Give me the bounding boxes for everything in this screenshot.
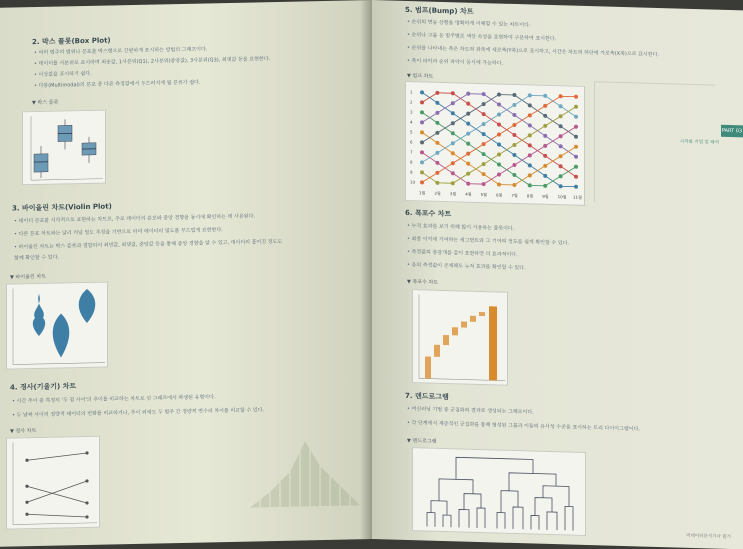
bump-point bbox=[420, 130, 424, 134]
bump-point bbox=[435, 181, 439, 185]
bump-point bbox=[435, 121, 439, 125]
bump-point bbox=[528, 113, 532, 117]
bump-x-tick: 11월 bbox=[573, 194, 582, 200]
waterfall-bar-4 bbox=[452, 327, 458, 335]
bump-point bbox=[435, 161, 439, 165]
box-plot-bullet-2: • 데이터를 사분위로 표시하며 최솟값, 1사분위(Q1), 2사분위(중앙값), 3사분위(Q3), 최댓값 등을 표현한다. bbox=[34, 55, 270, 67]
waterfall-bar-5 bbox=[461, 321, 467, 327]
bump-bullet-1: • 순위의 변동 상황을 명확하게 이해할 수 있는 차트이다. bbox=[407, 18, 531, 28]
bump-point bbox=[543, 154, 547, 158]
waterfall-bullet-4: • 음의 측정값이 존재해도 누적 효과를 확인할 수 있다. bbox=[407, 261, 526, 271]
bump-y-tick: 6 bbox=[410, 140, 413, 145]
slope-figure bbox=[6, 436, 100, 530]
bump-point bbox=[528, 153, 532, 157]
bump-point bbox=[574, 165, 578, 169]
bump-point bbox=[528, 173, 532, 177]
bump-point bbox=[435, 171, 439, 175]
bump-point bbox=[451, 111, 455, 115]
violin-figure bbox=[6, 282, 108, 370]
section-title-dendrogram: 7. 덴드로그램 bbox=[405, 391, 449, 402]
bump-figure bbox=[405, 81, 585, 206]
box-plot-caption: ▼ 박스 플롯 bbox=[32, 99, 58, 107]
bump-point bbox=[559, 164, 563, 168]
bump-point bbox=[543, 174, 547, 178]
bump-point bbox=[497, 172, 501, 176]
bump-point bbox=[512, 153, 516, 157]
bump-point bbox=[559, 114, 563, 118]
box-1 bbox=[34, 154, 48, 172]
bump-y-tick: 5 bbox=[410, 130, 413, 135]
bump-caption: ▼ 범프 차트 bbox=[407, 72, 433, 80]
bump-x-tick: 5월 bbox=[481, 191, 488, 197]
bump-point bbox=[512, 183, 516, 187]
bump-point bbox=[497, 152, 501, 156]
slope-line-4 bbox=[27, 513, 87, 518]
running-footer: 빅데이터분석기사 필기 bbox=[686, 533, 731, 540]
bump-point bbox=[512, 173, 516, 177]
side-note: 시각화 기법 및 해석 bbox=[680, 139, 719, 146]
bump-point bbox=[435, 91, 439, 95]
bump-point bbox=[466, 102, 470, 106]
waterfall-graphic bbox=[413, 290, 507, 385]
bump-point bbox=[512, 133, 516, 137]
bump-x-tick: 1월 bbox=[419, 189, 426, 195]
bump-point bbox=[435, 101, 439, 105]
bump-y-tick: 7 bbox=[410, 150, 413, 155]
bump-point bbox=[451, 91, 455, 95]
bump-point bbox=[420, 160, 424, 164]
bump-point bbox=[466, 172, 470, 176]
bump-point bbox=[451, 141, 455, 145]
bump-point bbox=[559, 154, 563, 158]
bump-point bbox=[466, 122, 470, 126]
violin-bullet-1: • 데이터 분포를 시각적으로 표현하는 차트로, 주로 데이터의 분포와 중앙 경향을 동시에 확인하는 데 사용된다. bbox=[14, 212, 255, 224]
violin-graphic bbox=[7, 283, 107, 369]
bump-point bbox=[574, 95, 578, 99]
bump-x-tick: 6월 bbox=[496, 191, 503, 197]
bump-x-tick: 7월 bbox=[511, 192, 518, 198]
bump-point bbox=[543, 124, 547, 128]
bump-point bbox=[466, 152, 470, 156]
bump-point bbox=[451, 121, 455, 125]
bump-point bbox=[435, 111, 439, 115]
bump-y-tick: 8 bbox=[410, 160, 413, 165]
bump-x-tick: 3월 bbox=[450, 190, 457, 196]
bump-point bbox=[528, 133, 532, 137]
bump-point bbox=[497, 112, 501, 116]
waterfall-bullet-2: • 최종 이익에 기여하는 세그먼트와 그 기여의 정도를 쉽게 확인할 수 있다. bbox=[407, 235, 569, 247]
bump-point bbox=[482, 142, 486, 146]
bump-x-tick: 10월 bbox=[558, 193, 567, 199]
bump-point bbox=[420, 140, 424, 144]
violin-1 bbox=[33, 294, 45, 336]
box-plot-bullet-4: • 다봉(Multimodal)의 분포 중 다른 측정값에서 두드러지게 됨 분류가 쉽다. bbox=[34, 79, 200, 89]
bump-point bbox=[559, 144, 563, 148]
bump-point bbox=[420, 180, 424, 184]
bump-bullet-3: • 순위를 나타내는 축은 차트의 좌측에 세로축(Y축)으로 표시하고, 시간은 차트의 하단에 가로축(X축)으로 표시한다. bbox=[407, 44, 659, 58]
bump-point bbox=[482, 102, 486, 106]
slope-bullet-2: • 두 날짜 사이의 정량적 데이터의 변화를 비교하거나, 추이 외에도 두 범주 간 정량적 변수의 차이를 비교할 수 있다. bbox=[12, 406, 264, 418]
bump-x-tick: 9월 bbox=[542, 193, 549, 199]
waterfall-bar-6 bbox=[470, 316, 476, 322]
bump-point bbox=[497, 92, 501, 96]
violin-bullet-2: • 다른 분포 차트와는 달리 커널 밀도 추정을 기반으로 하여 데이터의 밀도를 부드럽게 표현한다. bbox=[14, 226, 223, 237]
right-page bbox=[372, 0, 743, 549]
waterfall-bar-3 bbox=[443, 335, 449, 345]
bleed-through-artwork bbox=[250, 410, 360, 512]
bump-point bbox=[497, 102, 501, 106]
bump-point bbox=[543, 94, 547, 98]
bump-y-tick: 2 bbox=[410, 100, 413, 105]
bump-point bbox=[451, 101, 455, 105]
bump-point bbox=[574, 115, 578, 119]
bump-point bbox=[543, 164, 547, 168]
bump-point bbox=[466, 162, 470, 166]
bump-point bbox=[435, 151, 439, 155]
bump-point bbox=[466, 142, 470, 146]
bump-point bbox=[559, 134, 563, 138]
bump-y-tick: 10 bbox=[410, 180, 416, 185]
bump-point bbox=[512, 103, 516, 107]
box-plot-bullet-1: • 여러 범주의 범위나 분포를 박스형으로 간편하게 표시하는 방법의 그래프이다. bbox=[34, 45, 207, 56]
bump-point bbox=[497, 132, 501, 136]
bump-graphic bbox=[406, 82, 584, 205]
bump-point bbox=[420, 90, 424, 94]
slope-line-1 bbox=[27, 453, 87, 460]
bump-x-tick: 8월 bbox=[527, 192, 534, 198]
bump-x-tick: 2월 bbox=[434, 190, 441, 196]
bump-point bbox=[482, 92, 486, 96]
bump-point bbox=[435, 131, 439, 135]
bump-y-tick: 1 bbox=[410, 90, 413, 95]
bump-point bbox=[528, 143, 532, 147]
dendrogram-bullet-2: • 각 단계에서 계층적인 군집화를 통해 형성된 그룹과 이들의 유사성 수준을 표시하는 트리 다이어그램이다. bbox=[407, 419, 640, 433]
bump-point bbox=[497, 182, 501, 186]
bump-point bbox=[482, 112, 486, 116]
violin-2 bbox=[53, 313, 70, 357]
slope-graphic bbox=[7, 437, 99, 529]
bump-point bbox=[559, 94, 563, 98]
bump-point bbox=[466, 92, 470, 96]
bump-point bbox=[574, 135, 578, 139]
bump-point bbox=[528, 123, 532, 127]
bump-point bbox=[574, 145, 578, 149]
waterfall-bar-1 bbox=[425, 356, 431, 378]
bump-point bbox=[451, 181, 455, 185]
slope-bullet-1: • 시간 추이 중 특정의 '두 점 사이'의 추이를 비교하는 차트로 선 그래프에서 파생된 유형이다. bbox=[12, 393, 215, 404]
bump-bullet-4: • 축이 파악과 순위 파악이 동시에 가능하다. bbox=[407, 57, 503, 67]
bump-point bbox=[543, 144, 547, 148]
bump-y-tick: 4 bbox=[410, 120, 413, 125]
bump-point bbox=[512, 93, 516, 97]
bump-point bbox=[512, 143, 516, 147]
bump-point bbox=[466, 112, 470, 116]
left-page bbox=[0, 0, 372, 547]
bump-point bbox=[451, 131, 455, 135]
bump-point bbox=[528, 183, 532, 187]
bump-point bbox=[497, 162, 501, 166]
bump-point bbox=[543, 184, 547, 188]
bump-point bbox=[482, 132, 486, 136]
bump-point bbox=[574, 185, 578, 189]
bump-point bbox=[528, 163, 532, 167]
bump-point bbox=[466, 182, 470, 186]
waterfall-bullet-1: • 누적 효과를 보기 위해 많이 사용하는 플롯이다. bbox=[407, 222, 514, 232]
violin-caption: ▼ 바이올린 차트 bbox=[10, 273, 46, 281]
slope-caption: ▼ 경사 차트 bbox=[10, 427, 36, 435]
waterfall-total-bar bbox=[489, 306, 497, 380]
bump-point bbox=[543, 134, 547, 138]
dendrogram-caption: ▼ 덴드로그램 bbox=[407, 437, 437, 445]
bump-point bbox=[420, 110, 424, 114]
bump-point bbox=[543, 114, 547, 118]
bump-y-tick: 3 bbox=[410, 110, 413, 115]
box-plot-figure bbox=[22, 110, 106, 186]
bump-point bbox=[528, 93, 532, 97]
bump-point bbox=[420, 100, 424, 104]
bump-point bbox=[574, 105, 578, 109]
section-title-bump: 5. 범프(Bump) 차트 bbox=[405, 5, 473, 17]
dendrogram-bullet-1: • 머신러닝 기법 중 군집화의 결과로 생성되는 그래프이다. bbox=[407, 405, 534, 416]
bump-point bbox=[512, 113, 516, 117]
bump-point bbox=[512, 163, 516, 167]
box-plot-graphic bbox=[23, 111, 105, 185]
bump-point bbox=[559, 184, 563, 188]
waterfall-figure bbox=[412, 289, 508, 386]
section-title-waterfall: 6. 폭포수 차트 bbox=[405, 208, 451, 219]
violin-bullet-4: 함께 확인할 수 있다. bbox=[14, 254, 59, 262]
section-title-violin: 3. 바이올린 차트(Violin Plot) bbox=[12, 201, 112, 213]
dendrogram-figure bbox=[412, 447, 586, 536]
part-tab: PART 03 bbox=[721, 125, 743, 138]
bump-bullet-2: • 순위나 그룹 등 범주별로 색상 속성을 표현하여 구분하여 표시한다. bbox=[407, 31, 556, 42]
section-title-slope: 4. 경사(기울기) 차트 bbox=[10, 381, 76, 392]
bump-point bbox=[482, 182, 486, 186]
bump-point bbox=[497, 142, 501, 146]
bump-point bbox=[451, 151, 455, 155]
bump-point bbox=[482, 122, 486, 126]
bump-point bbox=[482, 152, 486, 156]
bump-point bbox=[482, 172, 486, 176]
bump-point bbox=[420, 170, 424, 174]
violin-3 bbox=[79, 289, 96, 323]
bump-point bbox=[497, 122, 501, 126]
waterfall-bar-2 bbox=[434, 345, 440, 357]
bump-point bbox=[574, 125, 578, 129]
bump-point bbox=[559, 174, 563, 178]
section-title-box-plot: 2. 박스 플롯(Box Plot) bbox=[32, 35, 111, 47]
waterfall-bullet-3: • 측정값의 증감개를 같이 표현하면 더 효과적이다. bbox=[407, 248, 518, 258]
bump-point bbox=[559, 104, 563, 108]
slope-line-2 bbox=[27, 485, 87, 504]
waterfall-caption: ▼ 폭포수 차트 bbox=[407, 278, 438, 286]
bump-point bbox=[435, 141, 439, 145]
violin-bullet-3: • 바이올린 차트는 박스 플롯과 결합되어 최빈값, 최댓값, 중앙값 등을 통해 중앙 경향을 알 수 있고, 데이터의 흩어진 정도도 bbox=[14, 238, 282, 251]
bump-point bbox=[559, 124, 563, 128]
bump-point bbox=[451, 171, 455, 175]
bump-point bbox=[420, 150, 424, 154]
box-plot-bullet-3: • 이상값을 표시하기 쉽다. bbox=[34, 70, 92, 78]
waterfall-bar-7 bbox=[479, 312, 485, 316]
bump-point bbox=[528, 103, 532, 107]
bump-point bbox=[574, 155, 578, 159]
bump-point bbox=[451, 161, 455, 165]
dendrogram-graphic bbox=[413, 448, 585, 535]
bump-point bbox=[466, 132, 470, 136]
slope-line-3 bbox=[27, 481, 87, 502]
bump-point bbox=[482, 162, 486, 166]
bump-point bbox=[543, 104, 547, 108]
bump-x-tick: 4월 bbox=[465, 191, 472, 197]
bump-point bbox=[512, 123, 516, 127]
bump-y-tick: 9 bbox=[410, 170, 413, 175]
bump-point bbox=[574, 175, 578, 179]
bump-point bbox=[420, 120, 424, 124]
